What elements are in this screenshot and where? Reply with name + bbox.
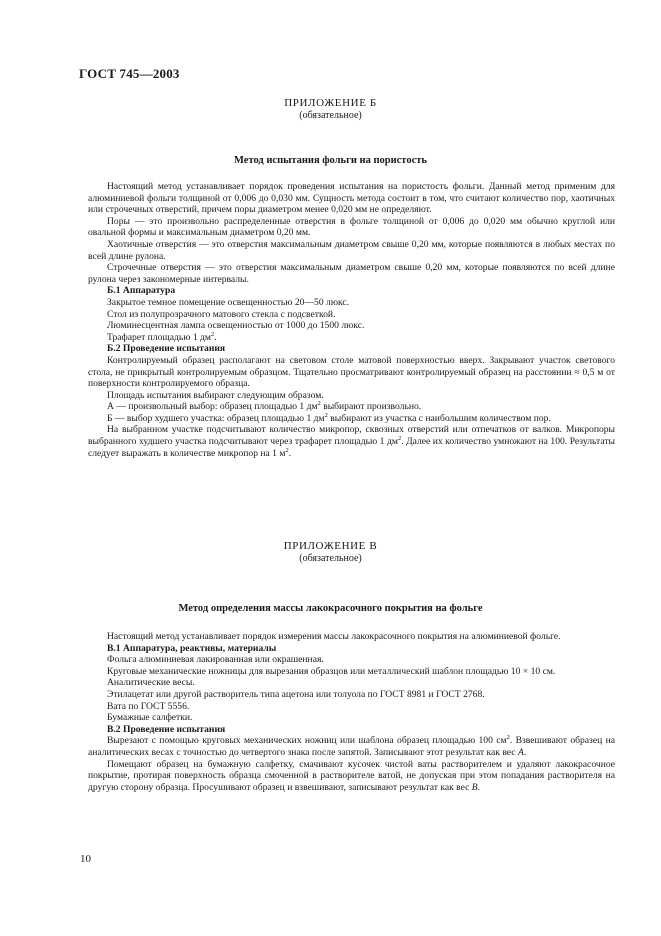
subsection-heading: В.1 Аппаратура, реактивы, материалы xyxy=(107,642,277,654)
paragraph: Площадь испытания выбирают следующим образом. xyxy=(107,389,324,401)
subsection-heading: В.2 Проведение испытания xyxy=(107,723,226,735)
annex-v-status: (обязательное) xyxy=(299,553,362,564)
paragraph: Б — выбор худшего участка: образец площадью 1 $дм^2$ выбирают из участка с наибольшим количеством пор. xyxy=(107,411,551,424)
list-item: Круговые механические ножницы для вырезания образцов или металлический шаблон площадью 10 × 10 см. xyxy=(107,665,556,677)
paragraph: Настоящий метод устанавливает порядок измерения массы лакокрасочного покрытия на алюминиевой фольге. xyxy=(107,631,561,642)
document-header: ГОСТ 745—2003 xyxy=(79,66,180,81)
annex-v-title: ПРИЛОЖЕНИЕ В xyxy=(283,540,378,552)
list-item: Стол из полупрозрачного матового стекла с подсветкой. xyxy=(107,308,336,320)
paragraph: Контролируемый образец располагают на световом столе матовой поверхностью вверх. Закрывают участок светового стола, не прикрытый контролируемым образцом. Тщательно просматривают контролируемый образец на расстоянии ≈ 0,5 м от поверхности контролируемого образца. xyxy=(88,354,615,390)
subsection-heading: Б.1 Аппаратура xyxy=(107,285,176,297)
annex-b-title: ПРИЛОЖЕНИЕ Б xyxy=(284,97,377,109)
paragraph: Строчечные отверстия — это отверстия максимальным диаметром свыше 0,20 мм, которые появляются по всей длине рулона через закономерные интервалы. xyxy=(88,262,615,285)
annex-b-heading: Метод испытания фольги на пористость xyxy=(234,155,427,166)
paragraph: На выбранном участке подсчитывают количество микропор, сквозных отверстий или отпечатков от валков. Микропоры выбранного худшего участка подсчитывают через трафарет площадью 1 $дм^2$. Далее их количество умножают на 100. Результаты следует выражать в количестве микропор на 1 $м^2$. xyxy=(88,424,615,459)
paragraph: Хаотичные отверстия — это отверстия максимальным диаметром свыше 0,20 мм, которые появляются в любых местах по всей длине рулона. xyxy=(88,238,615,262)
annex-b-body xyxy=(88,181,615,459)
list-item: Аналитические весы. xyxy=(107,677,195,689)
paragraph: Вырезают с помощью круговых механических ножниц или шаблона образец площадью 100 $см^2$. Взвешивают образец на аналитических весах с точностью до четвертого знака после запятой. Записывают этот результат как вес А. xyxy=(88,734,615,758)
paragraph: А — произвольный выбор: образец площадью 1 $дм^2$ выбирают произвольно. xyxy=(107,400,422,413)
list-item: Люминесцентная лампа освещенностью от 1000 до 1500 люкс. xyxy=(107,320,365,332)
list-item: Закрытое темное помещение освещенностью 20—50 люкс. xyxy=(107,296,350,308)
annex-b-status: (обязательное) xyxy=(299,110,362,121)
annex-v-heading: Метод определения массы лакокрасочного покрытия на фольге xyxy=(178,603,483,614)
paragraph: Помещают образец на бумажную салфетку, смачивают кусочек чистой ваты растворителем и удаляют лакокрасочное покрытие, протирая поверхность образца смоченной в растворителе ватой, не допуская при этом попадания растворителя на другую сторону образца. Просушивают образец и взвешивают, записывают результат как вес В. xyxy=(88,758,615,793)
list-item: Вата по ГОСТ 5556. xyxy=(107,700,190,712)
list-item: Фольга алюминиевая лакированная или окрашенная. xyxy=(107,654,324,666)
subsection-heading: Б.2 Проведение испытания xyxy=(107,343,226,355)
list-item: Трафарет площадью 1 $дм^2$. xyxy=(107,330,217,343)
list-item: Этилацетат или другой растворитель типа ацетона или толуола по ГОСТ 8981 и ГОСТ 2768. xyxy=(107,688,485,700)
list-item: Бумажные салфетки. xyxy=(107,712,193,724)
paragraph: Настоящий метод устанавливает порядок проведения испытания на пористость фольги. Данный метод применим для алюминиевой фольги толщиной от 0,006 до 0,030 мм. Сущность метода состоит в том, что считают количество пор, хаотичных или строчечных отверстий, причем поры диаметром менее 0,020 мм не определяют. xyxy=(88,181,615,216)
annex-v-body xyxy=(88,631,615,793)
page-number: 10 xyxy=(80,853,91,865)
paragraph: Поры — это произвольно распределенные отверстия в фольге толщиной от 0,006 до 0,020 мм обычно круглой или овальной формы и максимальным диаметром 0,20 мм. xyxy=(88,215,615,239)
